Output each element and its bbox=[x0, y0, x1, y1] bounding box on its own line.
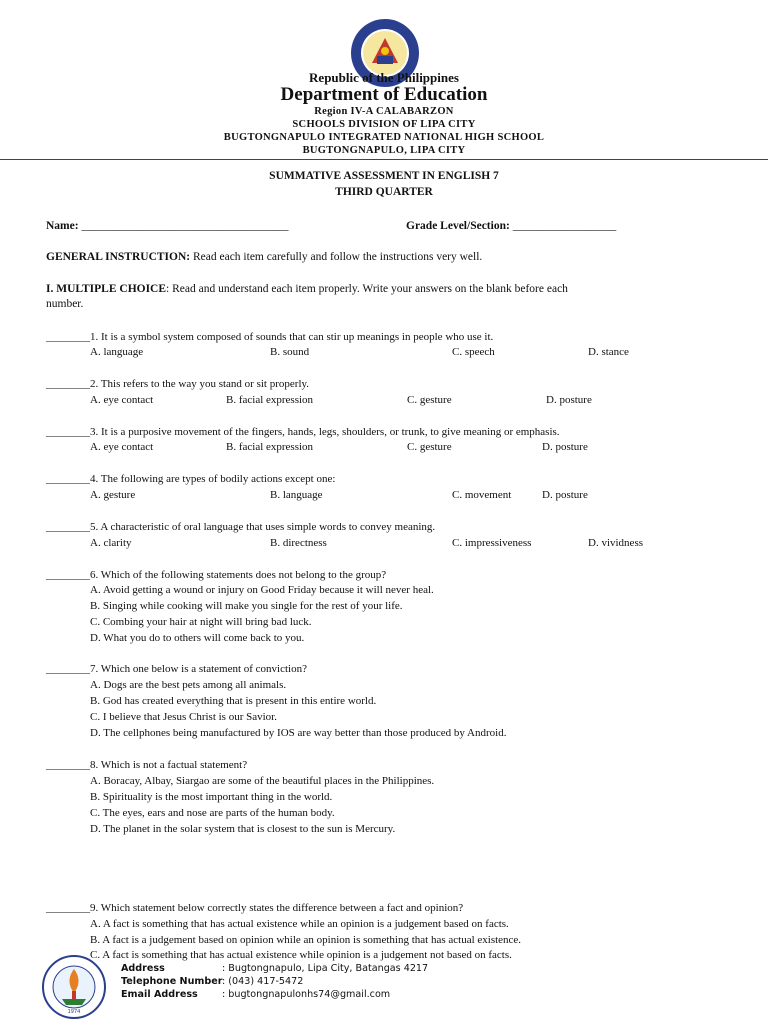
q9-option-c: C. A fact is something that has actual existence while opinion is a judgement not based on facts. bbox=[90, 949, 512, 961]
q2-option-b: B. facial expression bbox=[226, 394, 314, 406]
q7-option-a: A. Dogs are the best pets among all animals. bbox=[90, 679, 287, 691]
q4-option-d: D. posture bbox=[542, 489, 588, 501]
q3-option-d: D. posture bbox=[542, 441, 588, 453]
q6-option-d: D. What you do to others will come back to you. bbox=[90, 632, 305, 644]
school-seal-logo bbox=[42, 955, 106, 1019]
grade-section-blank[interactable]: __________________ bbox=[512, 220, 617, 232]
question-7: ________7. Which one below is a statement of conviction? bbox=[46, 663, 307, 675]
header-department: Department of Education bbox=[280, 84, 488, 105]
q5-option-a: A. clarity bbox=[90, 537, 132, 549]
q8-option-a: A. Boracay, Albay, Siargao are some of the beautiful places in the Philippines. bbox=[90, 775, 435, 787]
q6-option-a: A. Avoid getting a wound or injury on Good Friday because it will never heal. bbox=[90, 584, 434, 596]
question-4: ________4. The following are types of bodily actions except one: bbox=[46, 473, 336, 485]
question-3: ________3. It is a purposive movement of the fingers, hands, legs, shoulders, or trunk, to give meaning or emphasis. bbox=[46, 426, 560, 438]
q1-option-c: C. speech bbox=[452, 346, 495, 358]
grade-section-field[interactable] bbox=[406, 220, 616, 232]
name-label: Name: bbox=[46, 220, 79, 232]
header-city: BUGTONGNAPULO, LIPA CITY bbox=[302, 145, 466, 156]
q5-option-d: D. vividness bbox=[588, 537, 643, 549]
q2-option-c: C. gesture bbox=[407, 394, 452, 406]
q2-option-d: D. posture bbox=[546, 394, 592, 406]
q5-option-c: C. impressiveness bbox=[452, 537, 532, 549]
q8-option-c: C. The eyes, ears and nose are parts of the human body. bbox=[90, 807, 335, 819]
q7-option-c: C. I believe that Jesus Christ is our Savior. bbox=[90, 711, 277, 723]
footer-address-label: Address bbox=[121, 963, 165, 974]
question-8: ________8. Which is not a factual statement? bbox=[46, 759, 248, 771]
section-1-label: I. MULTIPLE CHOICE bbox=[46, 283, 167, 295]
name-field[interactable] bbox=[46, 220, 288, 232]
footer-email-value[interactable]: : bugtongnapulonhs74@gmail.com bbox=[222, 989, 391, 1000]
q9-option-a: A. A fact is something that has actual existence while an opinion is a judgement based on facts. bbox=[90, 918, 509, 930]
footer-email-label: Email Address bbox=[121, 989, 198, 1000]
q2-option-a: A. eye contact bbox=[90, 394, 154, 406]
grade-section-label: Grade Level/Section: bbox=[406, 220, 510, 232]
q4-option-a: A. gesture bbox=[90, 489, 136, 501]
section-1-instruction bbox=[46, 283, 568, 295]
header-region: Region IV-A CALABARZON bbox=[314, 106, 454, 117]
general-instruction-label: GENERAL INSTRUCTION: bbox=[46, 251, 191, 263]
question-2: ________2. This refers to the way you stand or sit properly. bbox=[46, 378, 310, 390]
q1-option-d: D. stance bbox=[588, 346, 629, 358]
q8-option-d: D. The planet in the solar system that is closest to the sun is Mercury. bbox=[90, 823, 396, 835]
q6-option-c: C. Combing your hair at night will bring bad luck. bbox=[90, 616, 312, 628]
q6-option-b: B. Singing while cooking will make you single for the rest of your life. bbox=[90, 600, 403, 612]
q7-option-d: D. The cellphones being manufactured by IOS are way better than those produced by Android. bbox=[90, 727, 507, 739]
header-school: BUGTONGNAPULO INTEGRATED NATIONAL HIGH SCHOOL bbox=[223, 132, 545, 143]
general-instruction-text: Read each item carefully and follow the instructions very well. bbox=[190, 251, 483, 263]
footer-phone-label: Telephone Number bbox=[121, 976, 223, 987]
q9-option-b: B. A fact is a judgement based on opinion while an opinion is something that has actual existence. bbox=[90, 934, 522, 946]
assessment-quarter: THIRD QUARTER bbox=[335, 186, 433, 198]
section-1-text: : Read and understand each item properly. Write your answers on the blank before each bbox=[166, 283, 568, 295]
assessment-title: SUMMATIVE ASSESSMENT IN ENGLISH 7 bbox=[269, 170, 499, 182]
q5-option-b: B. directness bbox=[270, 537, 327, 549]
header-division: SCHOOLS DIVISION OF LIPA CITY bbox=[292, 119, 476, 130]
footer-address-value: : Bugtongnapulo, Lipa City, Batangas 4217 bbox=[222, 963, 429, 974]
q1-option-a: A. language bbox=[90, 346, 144, 358]
footer-phone-value: : (043) 417-5472 bbox=[222, 976, 304, 987]
q4-option-b: B. language bbox=[270, 489, 323, 501]
general-instruction bbox=[46, 251, 482, 263]
name-blank[interactable]: ____________________________________ bbox=[81, 220, 289, 232]
header-republic: Republic of the Philippines bbox=[309, 70, 459, 85]
question-6: ________6. Which of the following statements does not belong to the group? bbox=[46, 569, 387, 581]
q7-option-b: B. God has created everything that is present in this entire world. bbox=[90, 695, 377, 707]
q3-option-c: C. gesture bbox=[407, 441, 452, 453]
q3-option-b: B. facial expression bbox=[226, 441, 314, 453]
question-1: ________1. It is a symbol system composed of sounds that can stir up meanings in people who use it. bbox=[46, 331, 494, 343]
q8-option-b: B. Spirituality is the most important thing in the world. bbox=[90, 791, 333, 803]
header-divider bbox=[0, 159, 768, 160]
question-9: ________9. Which statement below correctly states the difference between a fact and opinion? bbox=[46, 902, 464, 914]
seal-year: 1974 bbox=[67, 1009, 81, 1015]
q1-option-b: B. sound bbox=[270, 346, 310, 358]
question-5: ________5. A characteristic of oral language that uses simple words to convey meaning. bbox=[46, 521, 436, 533]
q4-option-c: C. movement bbox=[452, 489, 512, 501]
section-1-instruction-cont: number. bbox=[46, 298, 84, 310]
q3-option-a: A. eye contact bbox=[90, 441, 154, 453]
